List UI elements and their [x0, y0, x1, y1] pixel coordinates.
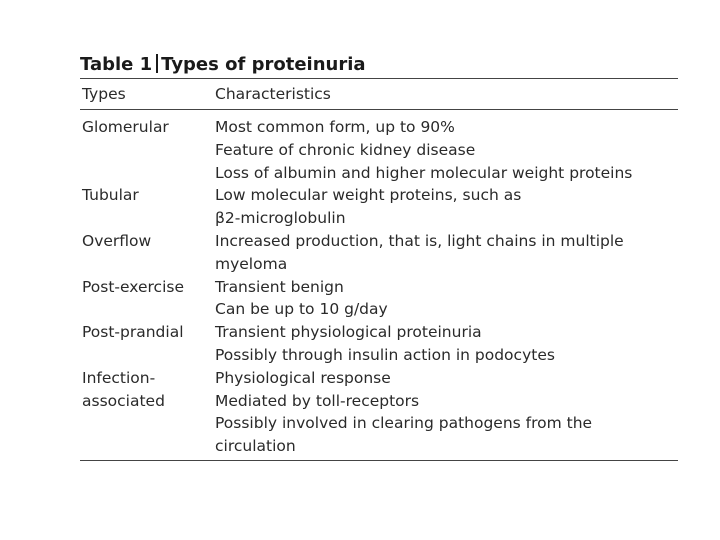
row-characteristics-cell [215, 276, 678, 322]
row-type-cell [80, 367, 215, 458]
table-title-text: Types of proteinuria [161, 54, 366, 75]
row-type-line: Infection- [82, 368, 156, 387]
title-separator [156, 54, 158, 73]
row-type-cell [80, 230, 215, 276]
characteristic-line: Loss of albumin and higher molecular weight proteins [215, 163, 633, 182]
characteristic-line: myeloma [215, 254, 288, 273]
table-row [80, 184, 678, 230]
table-body [80, 110, 678, 460]
table-header-row [80, 79, 678, 109]
characteristic-line: circulation [215, 437, 296, 456]
header-characteristics: Characteristics [215, 85, 331, 103]
row-type-line: Post-prandial [82, 323, 184, 342]
row-characteristics-cell [215, 230, 678, 276]
row-characteristics-cell [215, 184, 678, 230]
characteristic-line: Physiological response [215, 368, 391, 387]
characteristic-line: Possibly involved in clearing pathogens from the [215, 414, 593, 433]
header-types: Types [82, 85, 126, 103]
characteristic-line: Feature of chronic kidney disease [215, 140, 476, 159]
row-characteristics-cell [215, 367, 678, 458]
table-title [80, 52, 678, 78]
row-type-line: associated [82, 391, 165, 410]
characteristic-line: Possibly through insulin action in podocytes [215, 345, 555, 364]
characteristic-line: Transient benign [215, 277, 344, 296]
row-characteristics-cell [215, 321, 678, 367]
characteristic-line: Most common form, up to 90% [215, 118, 455, 136]
table-row [80, 116, 678, 184]
row-type-cell [80, 276, 215, 322]
characteristic-line: Can be up to 10 g/day [215, 300, 388, 319]
row-type-line: Overflow [82, 231, 152, 250]
row-type-line: Post-exercise [82, 277, 184, 296]
row-type-line: Glomerular [82, 118, 169, 136]
table-row [80, 276, 678, 322]
row-type-cell [80, 321, 215, 367]
table-row [80, 230, 678, 276]
characteristic-line: Low molecular weight proteins, such as [215, 186, 522, 205]
table-label: Table 1 [80, 54, 153, 75]
characteristic-line: Increased production, that is, light chains in multiple [215, 231, 624, 250]
bottom-rule [80, 460, 678, 461]
characteristic-line: β2-microglobulin [215, 209, 346, 228]
characteristic-line: Transient physiological proteinuria [215, 323, 482, 342]
characteristic-line: Mediated by toll-receptors [215, 391, 420, 410]
table-row [80, 367, 678, 458]
document-table [80, 52, 678, 461]
row-type-cell [80, 184, 215, 230]
table-row [80, 321, 678, 367]
row-type-cell [80, 116, 215, 184]
row-type-line: Tubular [82, 186, 139, 205]
row-characteristics-cell [215, 116, 678, 184]
